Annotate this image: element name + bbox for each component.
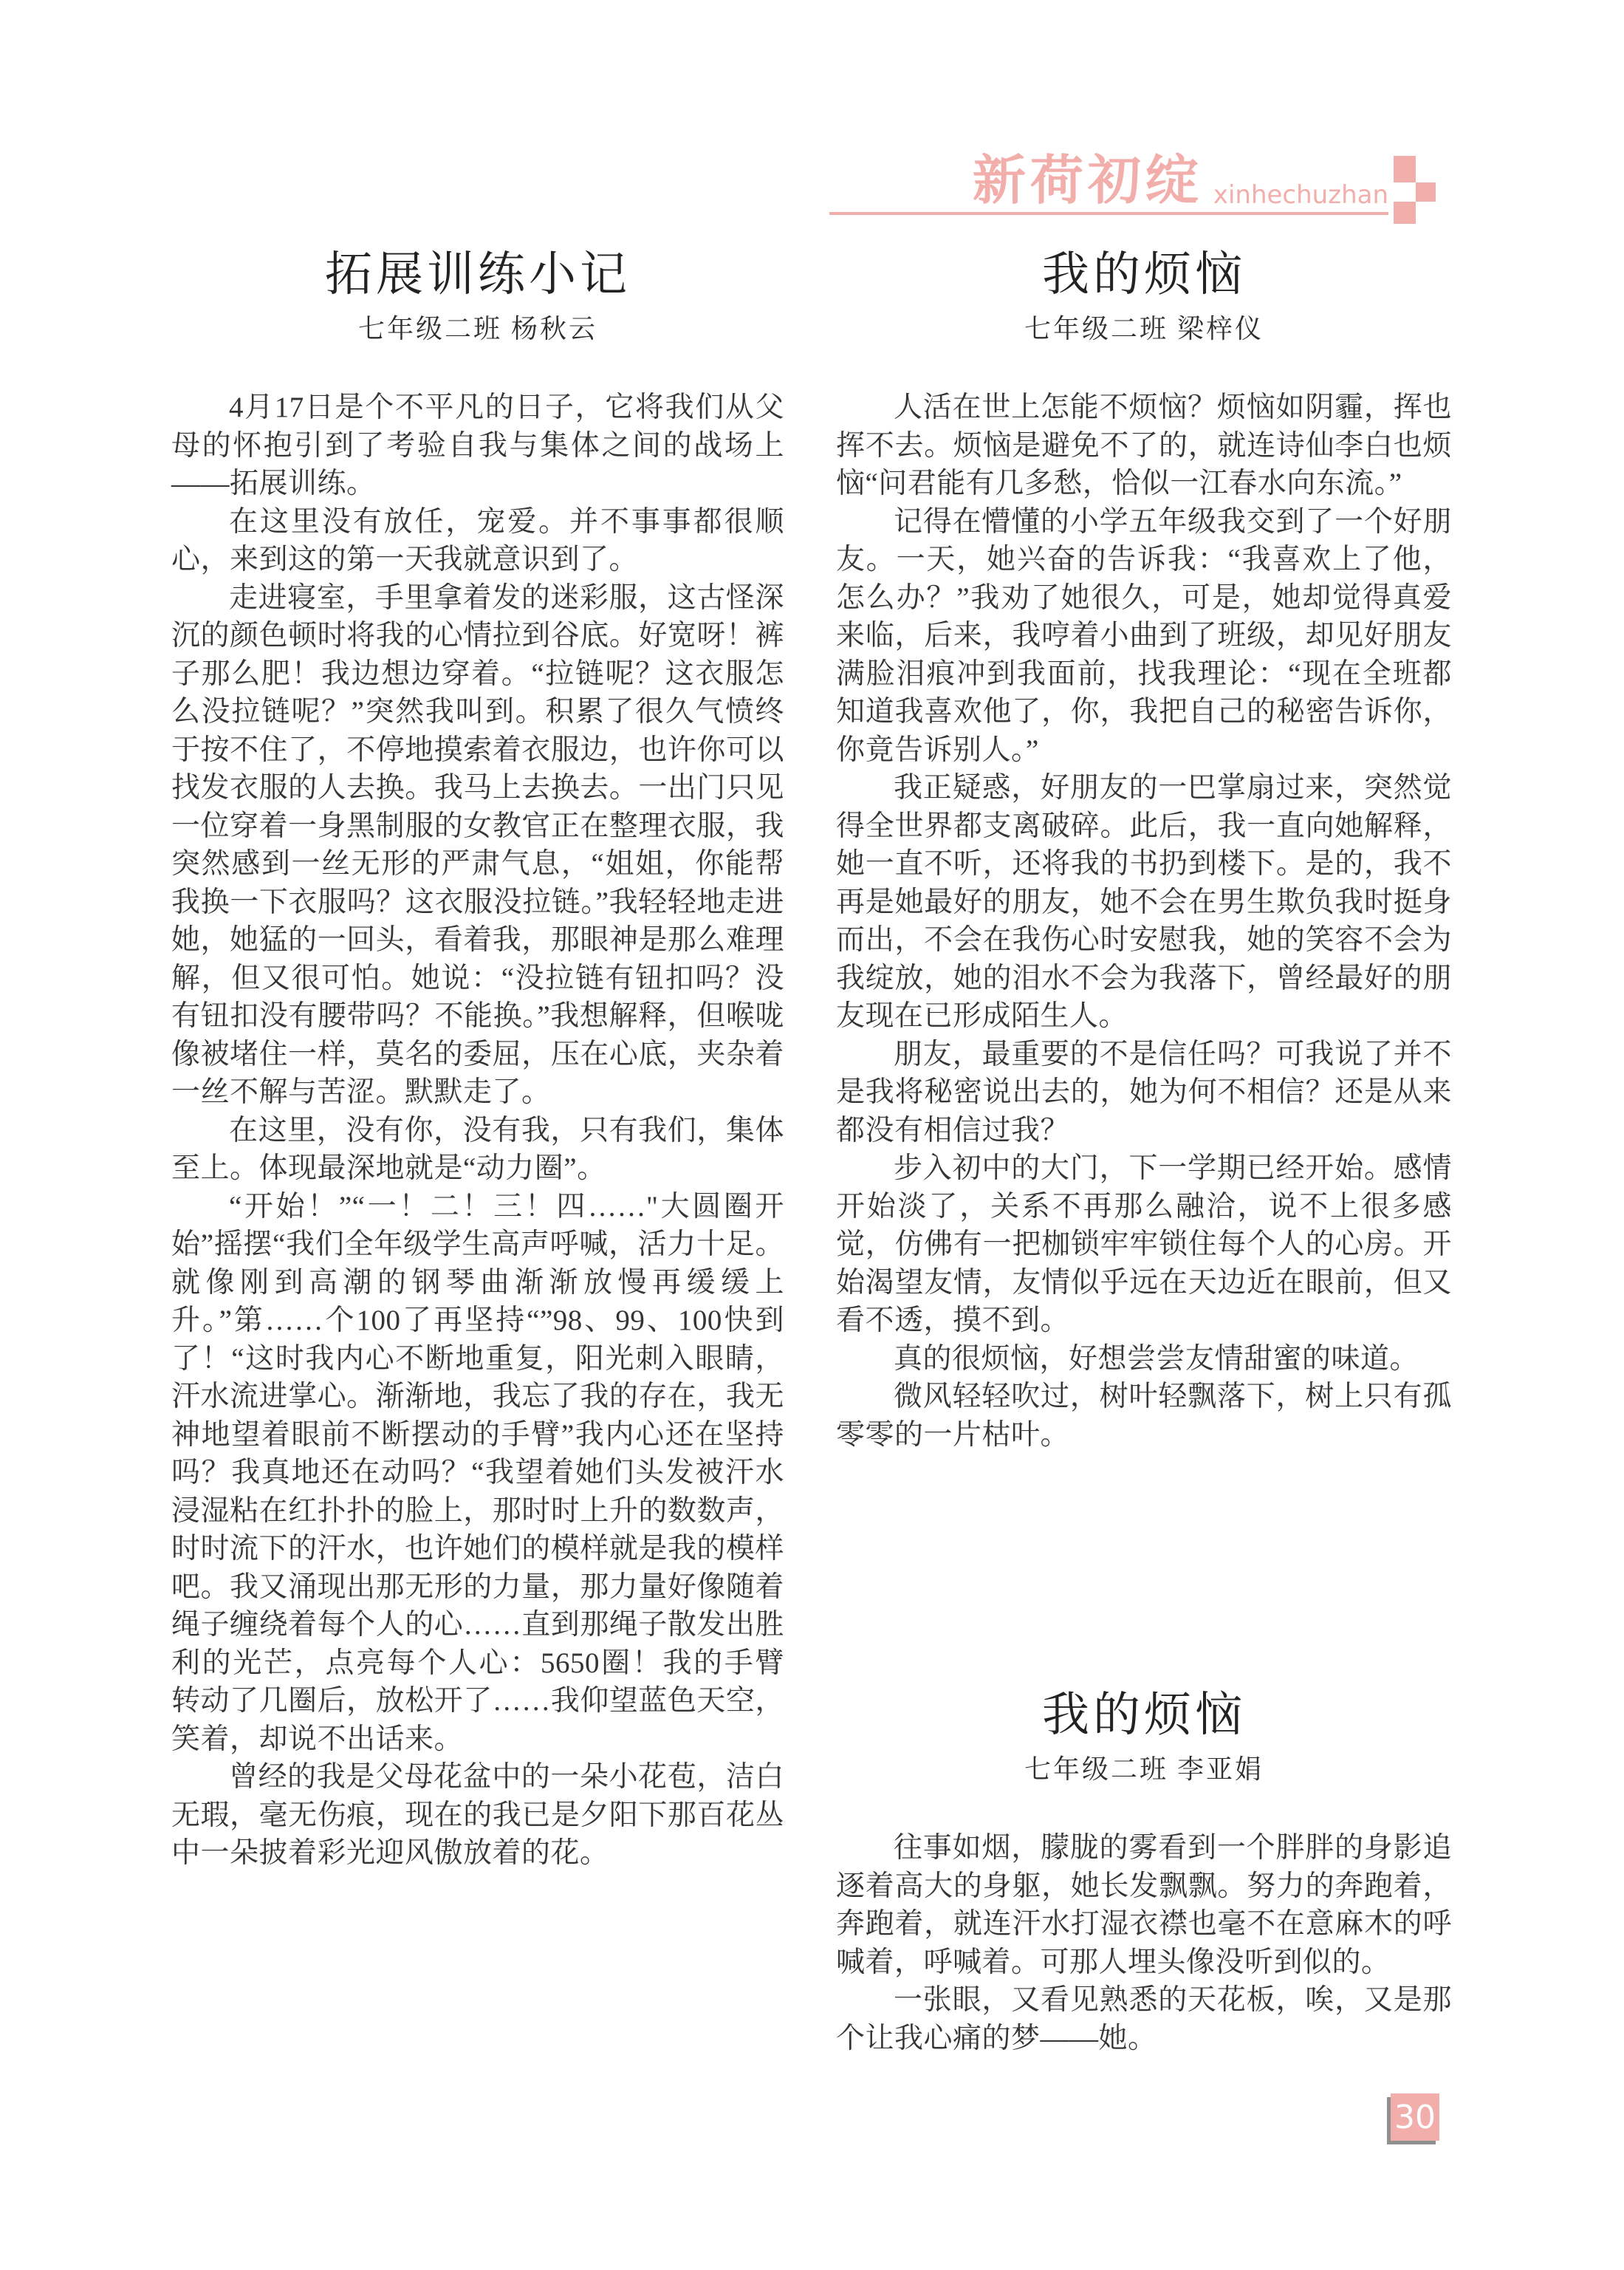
essay-author: 七年级二班 李亚娟 (1024, 1754, 1264, 1784)
page-number-badge: 30 (1391, 2093, 1439, 2141)
paragraph: 曾经的我是父母花盆中的一朵小花苞，洁白无瑕，毫无伤痕，现在的我已是夕阳下那百花丛中一朵披着彩光迎风傲放着的花。 (171, 1761, 784, 1869)
pixel-block (1394, 202, 1416, 224)
paragraph: 在这里，没有你，没有我，只有我们，集体至上。体现最深地就是“动力圈”。 (171, 1114, 784, 1184)
essay-body (836, 389, 1452, 1454)
paragraph: 人活在世上怎能不烦恼？烦恼如阴霾，挥也挥不去。烦恼是避免不了的，就连诗仙李白也烦恼“问君能有几多愁，恰似一江春水向东流。” (836, 392, 1452, 499)
paragraph: 一张眼，又看见熟悉的天花板，唉，又是那个让我心痛的梦——她。 (836, 1984, 1452, 2054)
paragraph: 走进寝室，手里拿着发的迷彩服，这古怪深沉的颜色顿时将我的心情拉到谷底。好宽呀！裤子那么肥！我边想边穿着。“拉链呢？这衣服怎么没拉链呢？”突然我叫到。积累了很久气愤终于按不住了，不停地摸索着衣服边，也许你可以找发衣服的人去换。我马上去换去。一出门只见一位穿着一身黑制服的女教官正在整理衣服，我突然感到一丝无形的严肃气息，“姐姐，你能帮我换一下衣服吗？这衣服没拉链。”我轻轻地走进她，她猛的一回头，看着我，那眼神是那么难理解，但又很可怕。她说：“没拉链有钮扣吗？没有钮扣没有腰带吗？不能换。”我想解释，但喉咙像被堵住一样，莫名的委屈，压在心底，夹杂着一丝不解与苦涩。默默走了。 (171, 581, 784, 1108)
essay-expansion-training (171, 244, 784, 1873)
essay-author: 七年级二班 梁梓仪 (1024, 314, 1264, 343)
paragraph: 往事如烟，朦胧的雾看到一个胖胖的身影追逐着高大的身躯，她长发飘飘。努力的奔跑着，奔跑着，就连汗水打湿衣襟也毫不在意麻木的呼喊着，呼喊着。可那人埋头像没听到似的。 (836, 1832, 1452, 1978)
essay-title: 拓展训练小记 (325, 248, 631, 301)
header-title-chinese: 新荷初绽 (972, 149, 1203, 211)
header-pixel-blocks-icon (1394, 156, 1438, 224)
right-column (836, 244, 1452, 2054)
paragraph: 步入初中的大门，下一学期已经开始。感情开始淡了，关系不再那么融洽，说不上很多感觉，仿佛有一把枷锁牢牢锁住每个人的心房。开始渴望友情，友情似乎远在天边近在眼前，但又看不透，摸不到。 (836, 1152, 1452, 1336)
essay-my-worries-1 (836, 244, 1452, 1454)
paragraph: 4月17日是个不平凡的日子，它将我们从父母的怀抱引到了考验自我与集体之间的战场上——拓展训练。 (171, 392, 784, 499)
paragraph: 在这里没有放任，宠爱。并不事事都很顺心，来到这的第一天我就意识到了。 (171, 505, 784, 575)
essay-body (171, 389, 784, 1873)
essay-my-worries-2 (836, 1684, 1452, 2057)
essay-title: 我的烦恼 (1042, 1689, 1246, 1741)
paragraph: 微风轻轻吹过，树叶轻飘落下，树上只有孤零零的一片枯叶。 (836, 1381, 1452, 1451)
pixel-block (1416, 182, 1436, 202)
page-header (829, 140, 1388, 214)
paragraph: 我正疑惑，好朋友的一巴掌扇过来，突然觉得全世界都支离破碎。此后，我一直向她解释，她一直不听，还将我的书扔到楼下。是的，我不再是她最好的朋友，她不会在男生欺负我时挺身而出，不会在我伤心时安慰我，她的笑容不会为我绽放，她的泪水不会为我落下，曾经最好的朋友现在已形成陌生人。 (836, 772, 1452, 1032)
essay-body (836, 1829, 1452, 2057)
essay-title: 我的烦恼 (1042, 248, 1246, 301)
essay-author: 七年级二班 杨秋云 (357, 314, 597, 343)
pixel-block (1394, 156, 1416, 182)
paragraph: 记得在懵懂的小学五年级我交到了一个好朋友。一天，她兴奋的告诉我：“我喜欢上了他，怎么办？”我劝了她很久，可是，她却觉得真爱来临，后来，我哼着小曲到了班级，却见好朋友满脸泪痕冲到我面前，找我理论：“现在全班都知道我喜欢他了，你，我把自己的秘密告诉你，你竟告诉别人。” (836, 505, 1452, 766)
paragraph: “开始！”“一！二！三！四……"大圆圈开始”摇摆“我们全年级学生高声呼喊，活力十足。就像刚到高潮的钢琴曲渐渐放慢再缓缓上升。”第……个100了再坚持“”98、99、100快到了！“这时我内心不断地重复，阳光刺入眼睛，汗水流进掌心。渐渐地，我忘了我的存在，我无神地望着眼前不断摆动的手臂”我内心还在坚持吗？我真地还在动吗？“我望着她们头发被汗水浸湿粘在红扑扑的脸上，那时时上升的数数声，时时流下的汗水，也许她们的模样就是我的模样吧。我又涌现出那无形的力量，那力量好像随着绳子缠绕着每个人的心……直到那绳子散发出胜利的光芒，点亮每个人心：5650圈！我的手臂转动了几圈后，放松开了……我仰望蓝色天空，笑着，却说不出话来。 (171, 1190, 784, 1755)
paragraph: 真的很烦恼，好想尝尝友情甜蜜的味道。 (894, 1342, 1419, 1375)
header-underline (829, 212, 1388, 215)
header-title-pinyin: xinhechuzhan (1213, 180, 1388, 210)
paragraph: 朋友，最重要的不是信任吗？可我说了并不是我将秘密说出去的，她为何不相信？还是从来都没有相信过我？ (836, 1038, 1452, 1146)
left-column (171, 244, 784, 1873)
